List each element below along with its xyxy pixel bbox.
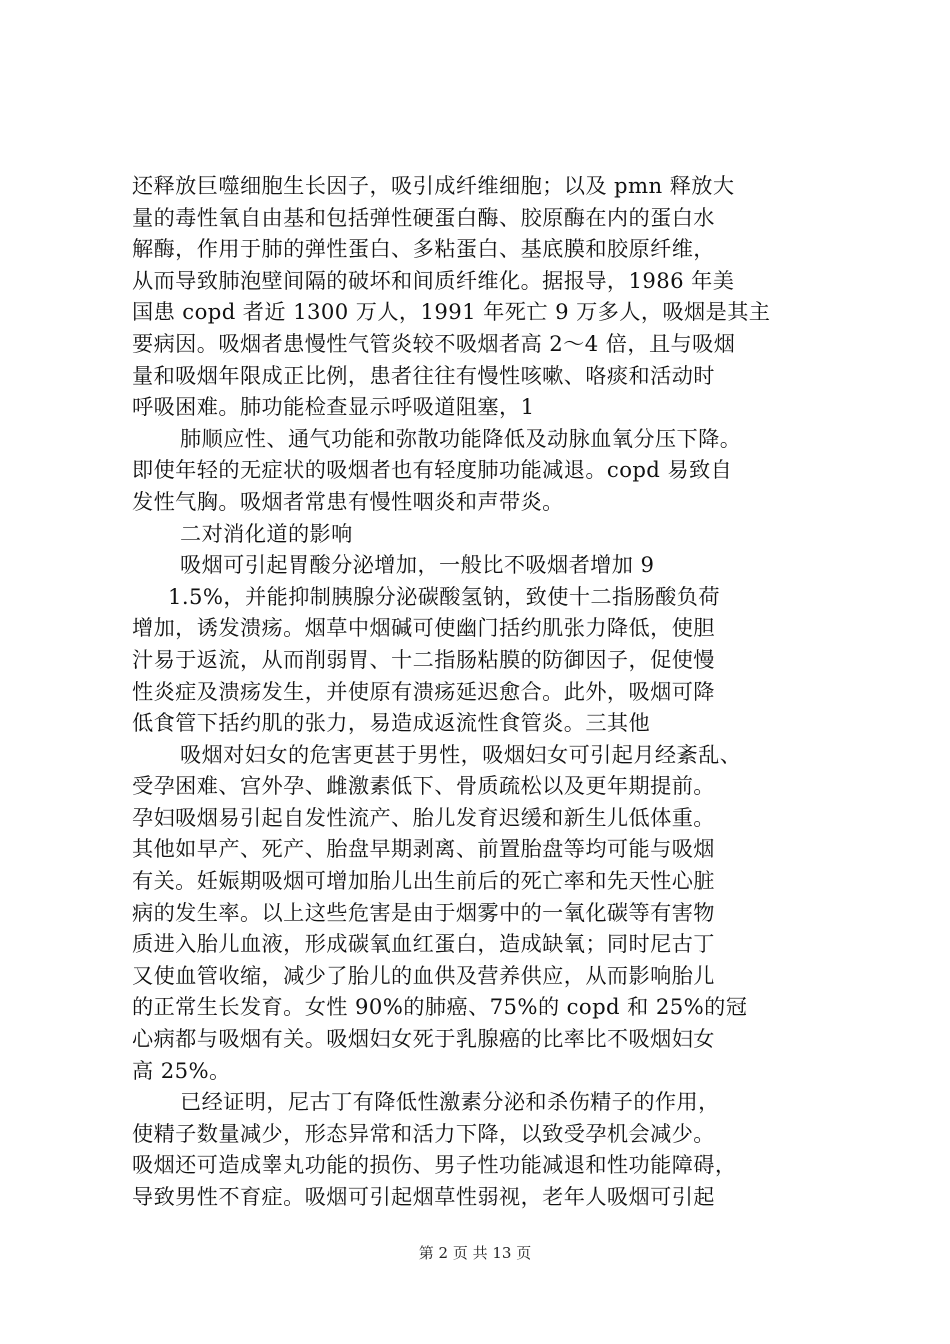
text-line: 心病都与吸烟有关。吸烟妇女死于乳腺癌的比率比不吸烟妇女: [132, 1026, 715, 1052]
text-line: 还释放巨噬细胞生长因子，吸引成纤维细胞；以及 pmn 释放大: [132, 173, 735, 198]
body-text: [132, 170, 832, 1213]
page-footer: 第 2 页 共 13 页: [418, 1244, 532, 1262]
text-line: 有关。妊娠期吸烟可增加胎儿出生前后的死亡率和先天性心脏: [132, 868, 715, 894]
text-line: 吸烟可引起胃酸分泌增加，一般比不吸烟者增加 9: [180, 552, 655, 578]
text-line: 汁易于返流，从而削弱胃、十二指肠粘膜的防御因子，促使慢: [132, 646, 715, 672]
text-line: 国患 copd 者近 1300 万人，1991 年死亡 9 万多人，吸烟是其主: [132, 299, 771, 325]
text-line: 已经证明，尼古丁有降低性激素分泌和杀伤精子的作用，: [180, 1089, 720, 1115]
text-line: 二对消化道的影响: [180, 520, 353, 546]
text-line: 吸烟还可造成睾丸功能的损伤、男子性功能减退和性功能障碍，: [132, 1152, 737, 1178]
text-line: 导致男性不育症。吸烟可引起烟草性弱视，老年人吸烟可引起: [132, 1184, 715, 1209]
text-line: 受孕困难、宫外孕、雌激素低下、骨质疏松以及更年期提前。: [132, 773, 715, 799]
text-line: 从而导致肺泡壁间隔的破坏和间质纤维化。据报导，1986 年美: [132, 267, 735, 293]
text-line: 高 25%。: [132, 1057, 231, 1083]
text-line: 量和吸烟年限成正比例，患者往往有慢性咳嗽、咯痰和活动时: [132, 362, 715, 388]
text-line: 肺顺应性、通气功能和弥散功能降低及动脉血氧分压下降。: [180, 425, 742, 451]
text-line: 性炎症及溃疡发生，并使原有溃疡延迟愈合。此外，吸烟可降: [132, 678, 715, 704]
text-line: 质进入胎儿血液，形成碳氧血红蛋白，造成缺氧；同时尼古丁: [132, 931, 715, 957]
text-line: 量的毒性氧自由基和包括弹性硬蛋白酶、胶原酶在内的蛋白水: [132, 204, 715, 230]
text-line: 孕妇吸烟易引起自发性流产、胎儿发育迟缓和新生儿低体重。: [132, 804, 715, 830]
text-line: 吸烟对妇女的危害更甚于男性，吸烟妇女可引起月经紊乱、: [180, 741, 742, 767]
text-line: 即使年轻的无症状的吸烟者也有轻度肺功能减退。copd 易致自: [132, 457, 733, 483]
text-line: 低食管下括约肌的张力，易造成返流性食管炎。三其他: [132, 710, 651, 736]
text-line: 的正常生长发育。女性 90%的肺癌、75%的 copd 和 25%的冠: [132, 994, 748, 1020]
text-line: 使精子数量减少，形态异常和活力下降，以致受孕机会减少。: [132, 1120, 715, 1146]
text-line: 其他如早产、死产、胎盘早期剥离、前置胎盘等均可能与吸烟: [132, 836, 715, 862]
text-line: 解酶，作用于肺的弹性蛋白、多粘蛋白、基底膜和胶原纤维，: [132, 236, 715, 262]
text-line: 增加，诱发溃疡。烟草中烟碱可使幽门括约肌张力降低，使胆: [132, 615, 715, 641]
text-line: 1.5%，并能抑制胰腺分泌碳酸氢钠，致使十二指肠酸负荷: [168, 583, 720, 609]
text-line: 呼吸困难。肺功能检查显示呼吸道阻塞，1: [132, 394, 535, 420]
text-line: 又使血管收缩，减少了胎儿的血供及营养供应，从而影响胎儿: [132, 962, 715, 988]
text-line: 病的发生率。以上这些危害是由于烟雾中的一氧化碳等有害物: [132, 899, 715, 925]
text-line: 要病因。吸烟者患慢性气管炎较不吸烟者高 2～4 倍，且与吸烟: [132, 330, 736, 356]
text-line: 发性气胸。吸烟者常患有慢性咽炎和声带炎。: [132, 488, 564, 514]
